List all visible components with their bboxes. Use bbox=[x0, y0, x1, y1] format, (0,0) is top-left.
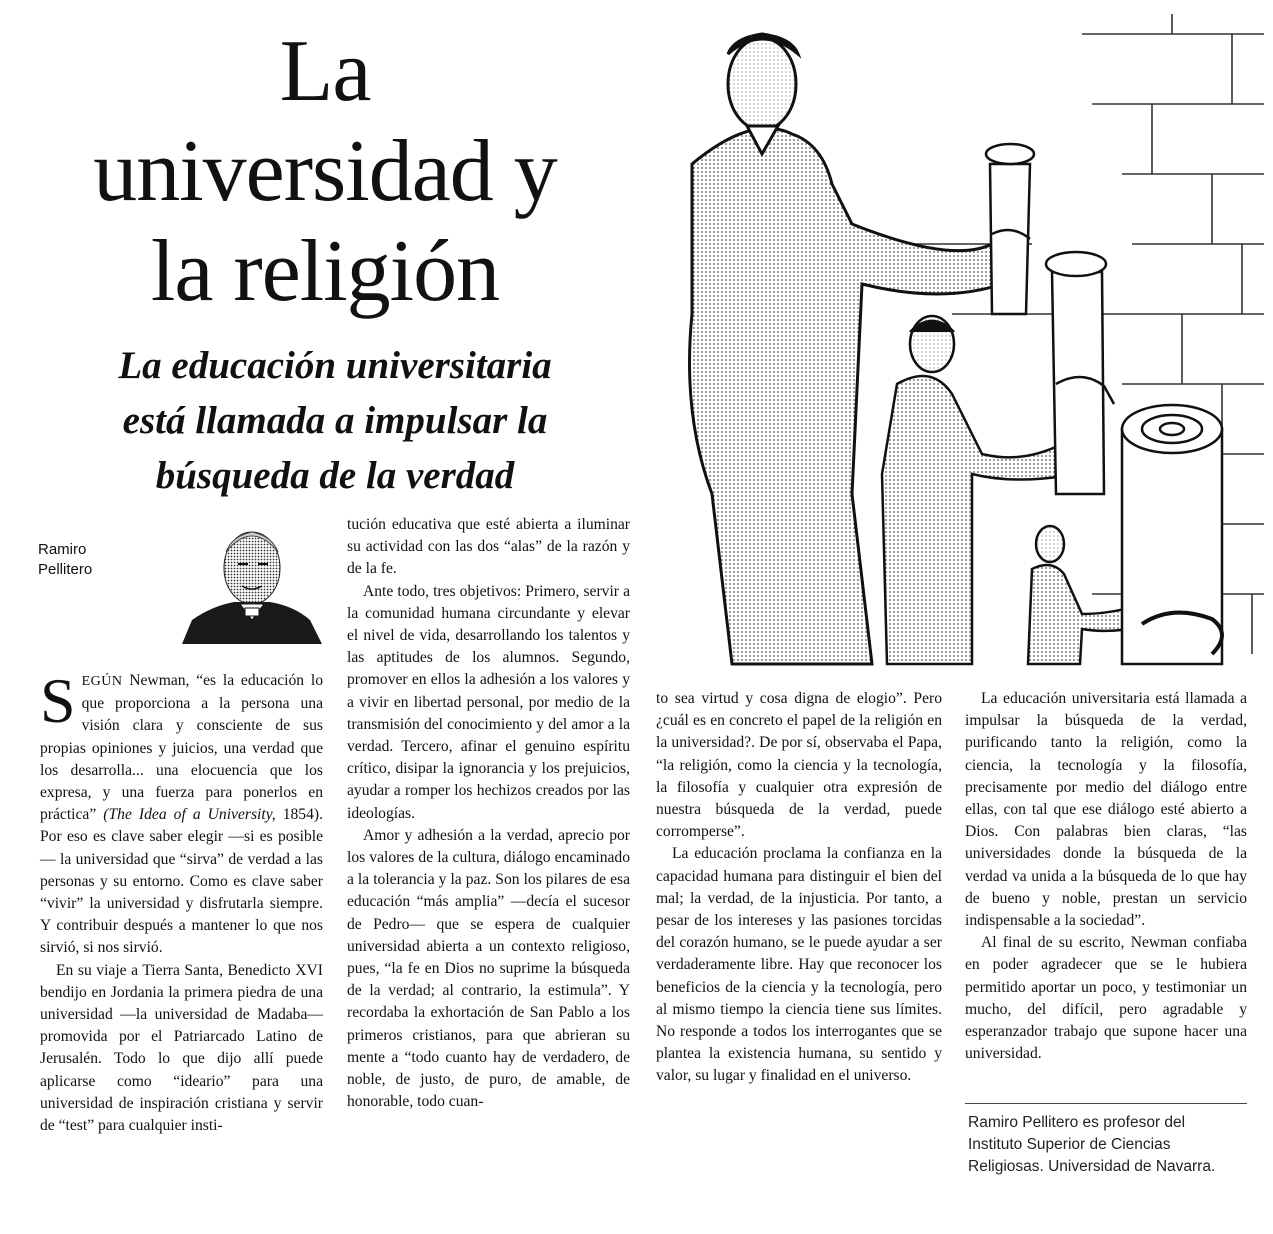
text: Newman, “es la educación lo que proporciona a la persona una visión clara y consciente de sus propias opiniones y juicios, una verdad que los desarrolla... una elocuencia que los expresa, y una fuerza para ponerlos en práctica” bbox=[40, 672, 323, 824]
paragraph: La educación proclama la confianza en la capacidad humana para distinguir el bien del mal; la verdad, de la injusticia. Por tanto, a pesar de los intereses y las pasiones torcidas del corazón humano, se le puede ayudar a ser verdaderamente libre. Hay que reconocer los beneficios de la ciencia y la tecnología, pero al mismo tiempo la ciencia tiene sus límites. No responde a todos los interrogantes que se plantea la existencia humana, su sentido y valor, su lugar y finalidad en el universo. bbox=[656, 845, 942, 1085]
headline-line-3: la religión bbox=[150, 223, 500, 320]
divider bbox=[965, 1103, 1247, 1104]
subheadline bbox=[40, 338, 630, 503]
subheadline-line-1: La educación universitaria bbox=[118, 344, 552, 387]
headline bbox=[40, 22, 610, 322]
citation: (The Idea of a University, bbox=[96, 806, 276, 824]
headline-line-1: La bbox=[279, 23, 371, 120]
paragraph: Ante todo, tres objetivos: Primero, servir a la comunidad humana circundante y elevar el nivel de vida, desarrollando los talentos y las aptitudes de los alumnos. Segundo, promover en ellos la adhesión a los valores y a vivir en libertad personal, por medio de la transmisión del conocimiento y del amor a la verdad. Tercero, afinar el genuino espíritu crítico, disipar la ignorancia y los prejuicios, ayudar a romper los hechizos creados por las ideologías. bbox=[347, 582, 630, 822]
author-first-name: Ramiro bbox=[38, 541, 87, 558]
author-last-name: Pellitero bbox=[38, 561, 93, 578]
figures-with-scrolls-illustration bbox=[652, 14, 1264, 666]
article-column-3 bbox=[656, 688, 942, 1088]
paragraph: La educación universitaria está llamada a impulsar la búsqueda de la verdad, purificando tanto la religión, como la ciencia, la tecnología y la filosofía, precisamente por medio del diálogo entre ellas, con tal que ese diálogo esté abierto a Dios. Con palabras bien claras, “las universidades donde la búsqueda de la verdad va unida a la búsqueda de lo que hay de bueno y noble, prestan un servicio indispensable a la sociedad”. bbox=[965, 690, 1247, 930]
subheadline-line-2: está llamada a impulsar la bbox=[122, 399, 548, 442]
paragraph: En su viaje a Tierra Santa, Benedicto XVI bendijo en Jordania la primera piedra de una universidad —la universidad de Madaba— promovida por el Patriarcado Latino de Jerusalén. Todo lo que dijo allí puede aplicarse como “ideario” para una universidad de inspiración cristiana y servir de “test” para cualquier insti- bbox=[40, 961, 323, 1135]
article-column-4 bbox=[965, 688, 1247, 1065]
paragraph: Al final de su escrito, Newman confiaba en poder agradecer que se le hubiera permitido aportar un poco, y testimoniar un mucho, del difícil, pero agradable y esperanzador trabajo que supone hacer una universidad. bbox=[965, 934, 1247, 1063]
drop-cap: S bbox=[40, 665, 76, 736]
lead-word: EGÚN bbox=[81, 674, 123, 689]
subheadline-line-3: búsqueda de la verdad bbox=[155, 454, 515, 497]
article-column-1 bbox=[40, 665, 323, 1137]
paragraph bbox=[40, 665, 323, 960]
author-byline bbox=[38, 540, 92, 580]
author-bio: Ramiro Pellitero es profesor del Instituto Superior de Ciencias Religiosas. Universidad de Navarra. bbox=[968, 1114, 1216, 1175]
paragraph: tución educativa que esté abierta a iluminar su actividad con las dos “alas” de la razón y de la fe. bbox=[347, 516, 630, 578]
headline-line-2: universidad y bbox=[93, 123, 557, 220]
paragraph: Amor y adhesión a la verdad, aprecio por los valores de la cultura, diálogo encaminado a la tolerancia y la paz. Son los pilares de esa educación “más amplia” —decía el sucesor de Pedro— que se espera de cualquier universidad abierta a un contexto religioso, pues, “la fe en Dios no suprime la búsqueda de la verdad; al contrario, la estimula”. Y recordaba la exhortación de San Pablo a los primeros cristianos, para que abrieran su mente a “todo cuanto hay de verdadero, de noble, de justo, de puro, de amable, de honorable, todo cuan- bbox=[347, 826, 630, 1111]
article-column-2 bbox=[347, 514, 630, 1113]
text: 1854). Por eso es clave saber elegir —si es posible— la universidad que “sirva” de verdad a las personas y su entorno. Como es clave saber “vivir” la universidad y disfrutarla siempre. Y contribuir después a mantener lo que nos sirvió, si nos sirvió. bbox=[40, 806, 323, 957]
paragraph: to sea virtud y cosa digna de elogio”. Pero ¿cuál es en concreto el papel de la religión en la universidad?. De por sí, observaba el Papa, “la religión, como la ciencia y la tecnología, la filosofía y cualquier otra expresión de nuestra búsqueda de la verdad, puede corromperse”. bbox=[656, 690, 942, 841]
author-portrait-icon bbox=[182, 516, 322, 644]
